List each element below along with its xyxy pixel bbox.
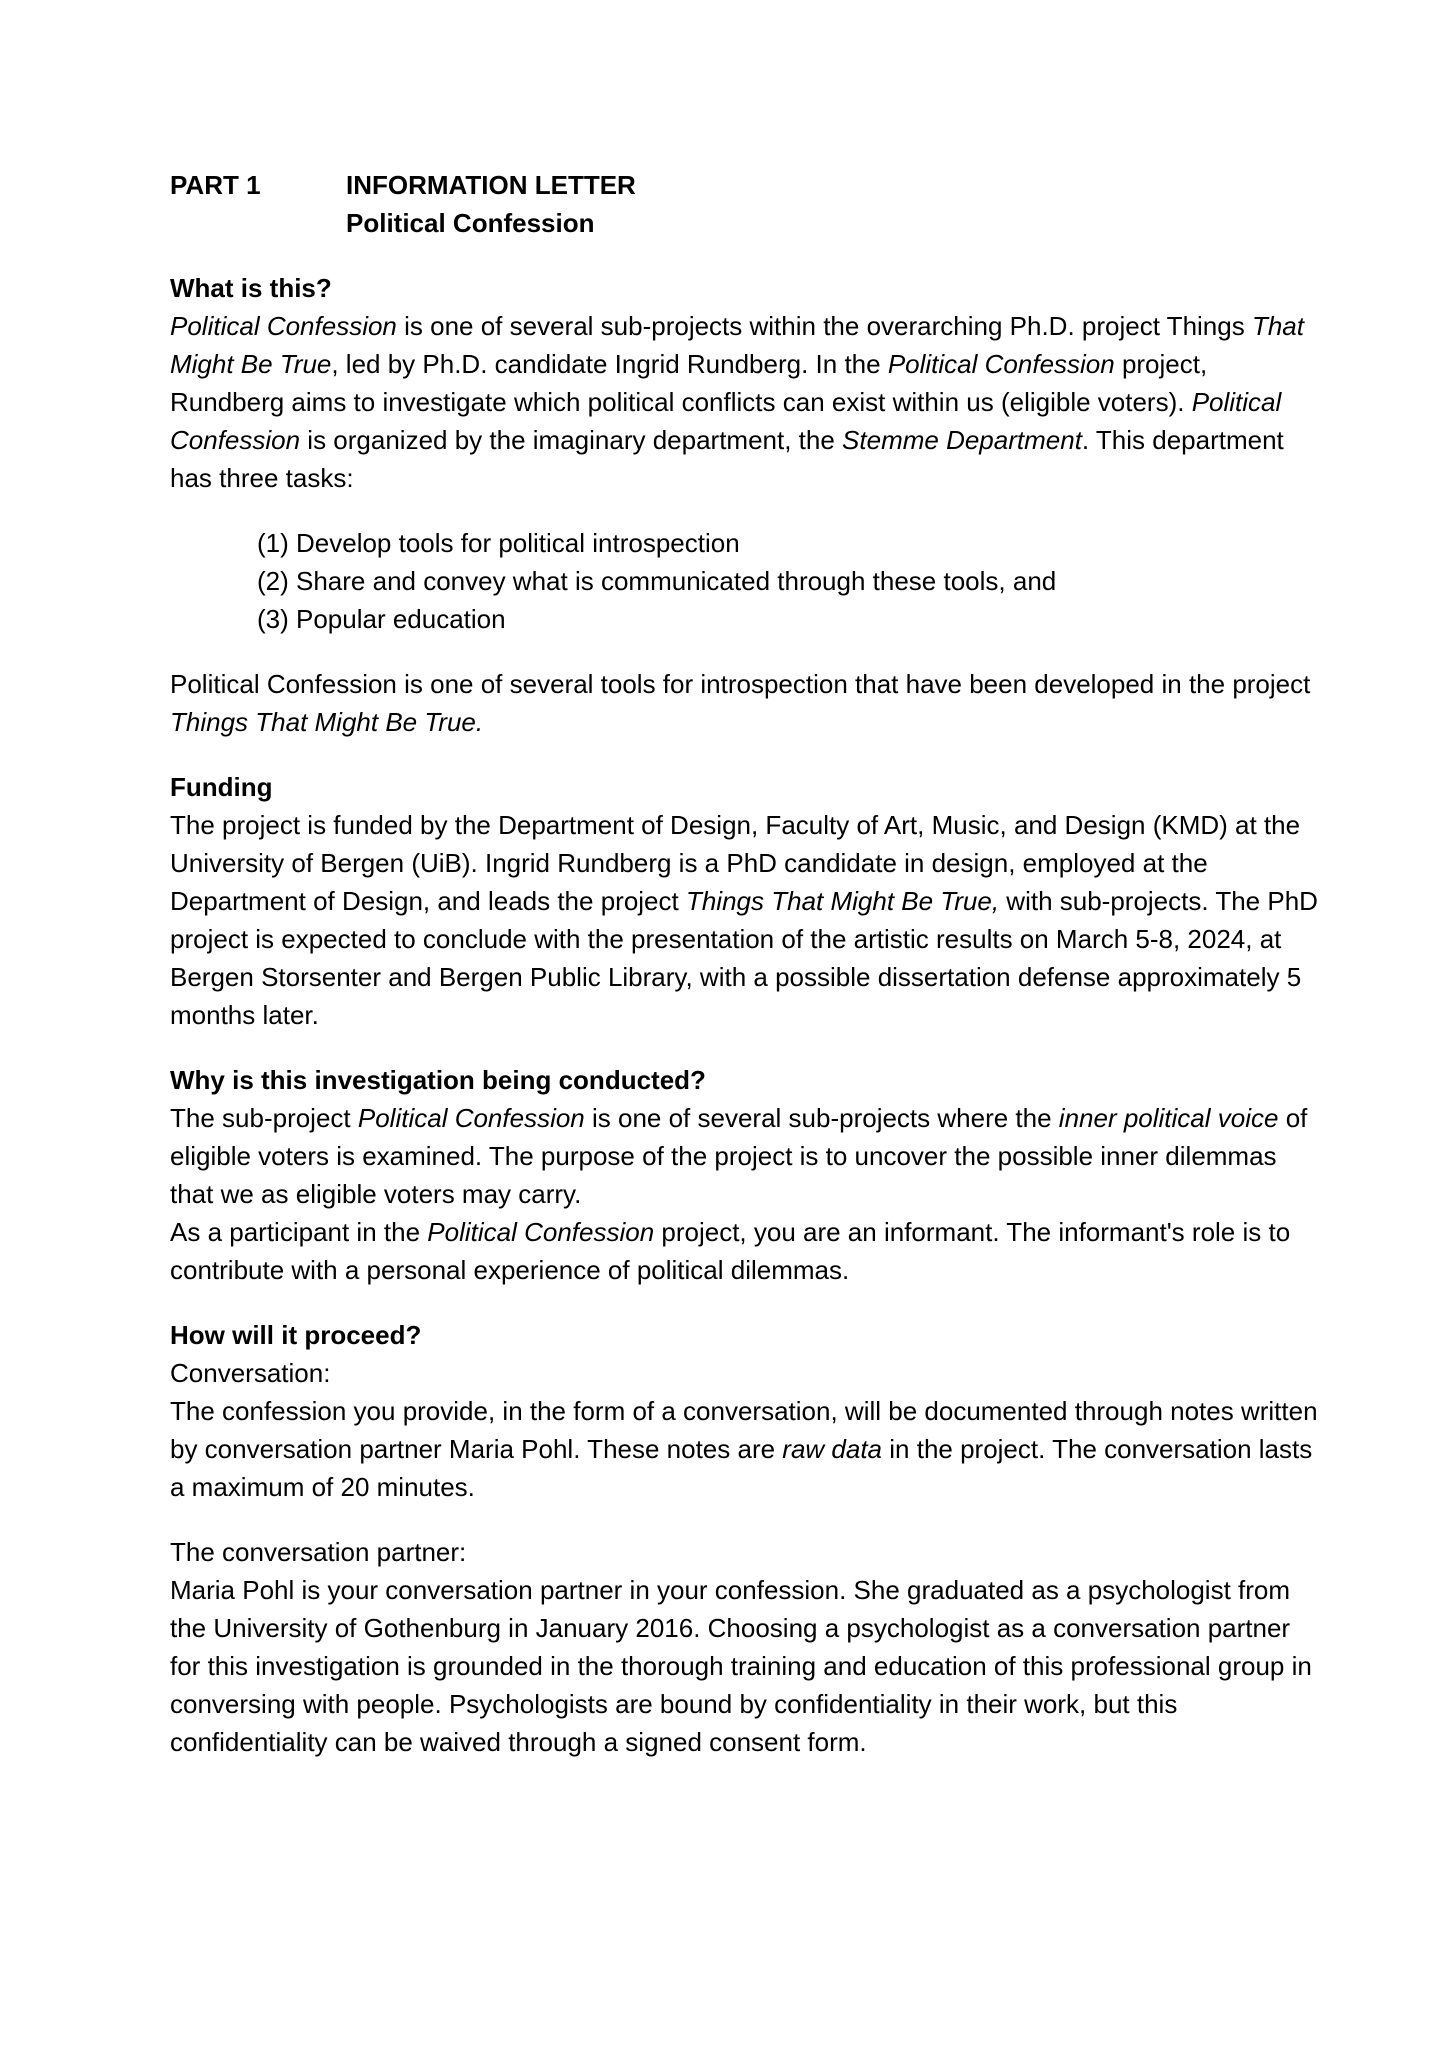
italic-run: Stemme Department (842, 425, 1082, 455)
why-paragraph-1: The sub-project Political Confession is one of several sub-projects where the inner political voice of eligible voters is examined. The purpose of the project is to uncover the possible inner dilemmas that we as eligible voters may carry. (170, 1103, 1308, 1209)
italic-run: raw data (782, 1434, 883, 1464)
italic-run: inner political voice (1058, 1103, 1279, 1133)
conversation-partner-paragraph: Maria Pohl is your conversation partner in your confession. She graduated as a psychologist from the University of Gothenburg in January 2016. Choosing a psychologist as a conversation partner for this investigation is grounded in the thorough training and education of this professional group in conversing with people. Psychologists are bound by confidentiality in their work, but this confidentiality can be waived through a signed consent form. (170, 1575, 1312, 1757)
section-heading-how: How will it proceed? (170, 1320, 422, 1350)
italic-run: Political Confession (887, 349, 1115, 379)
list-item: (2) Share and convey what is communicated through these tools, and (257, 566, 1057, 596)
document-subtitle: Political Confession (346, 208, 595, 238)
task-list (257, 524, 1320, 638)
italic-run: Things That Might Be True. (170, 707, 484, 737)
conversation-paragraph: The confession you provide, in the form of a conversation, will be documented through notes written by conversation partner Maria Pohl. These notes are raw data in the project. The conversation lasts a maximum of 20 minutes. (170, 1396, 1318, 1502)
section-heading-what-is-this: What is this? (170, 273, 332, 303)
what-is-this-paragraph: Political Confession is one of several sub-projects within the overarching Ph.D. project Things That Might Be True, led by Ph.D. candidate Ingrid Rundberg. In the Political Confession project, Rundberg aims to investigate which political conflicts can exist within us (eligible voters). Political Confession is organized by the imaginary department, the Stemme Department. This department has three tasks: (170, 311, 1304, 493)
italic-run: Things That Might Be True, (685, 886, 1000, 916)
italic-run: Political Confession (170, 311, 397, 341)
list-item: (3) Popular education (257, 604, 506, 634)
italic-run: That Might Be True (170, 311, 1304, 379)
title-column (346, 166, 636, 242)
italic-run: Political Confession (357, 1103, 585, 1133)
title-block (170, 166, 1320, 242)
conversation-label: Conversation: (170, 1358, 331, 1388)
italic-run: Political Confession (170, 387, 1282, 455)
tools-summary-paragraph: Political Confession is one of several tools for introspection that have been developed in the project Things That Might Be True. (170, 669, 1311, 737)
conversation-partner-label: The conversation partner: (170, 1537, 467, 1567)
list-item: (1) Develop tools for political introspection (257, 528, 740, 558)
italic-run: Political Confession (427, 1217, 655, 1247)
part-label: PART 1 (170, 170, 261, 200)
section-heading-funding: Funding (170, 772, 273, 802)
section-heading-why: Why is this investigation being conducted? (170, 1065, 706, 1095)
funding-paragraph: The project is funded by the Department of Design, Faculty of Art, Music, and Design (KMD) at the University of Bergen (UiB). Ingrid Rundberg is a PhD candidate in design, employed at the Department of Design, and leads the project Things That Might Be True, with sub-projects. The PhD project is expected to conclude with the presentation of the artistic results on March 5-8, 2024, at Bergen Storsenter and Bergen Public Library, with a possible dissertation defense approximately 5 months later. (170, 810, 1318, 1030)
why-paragraph-2: As a participant in the Political Confession project, you are an informant. The informant's role is to contribute with a personal experience of political dilemmas. (170, 1217, 1291, 1285)
document-title: INFORMATION LETTER (346, 170, 636, 200)
